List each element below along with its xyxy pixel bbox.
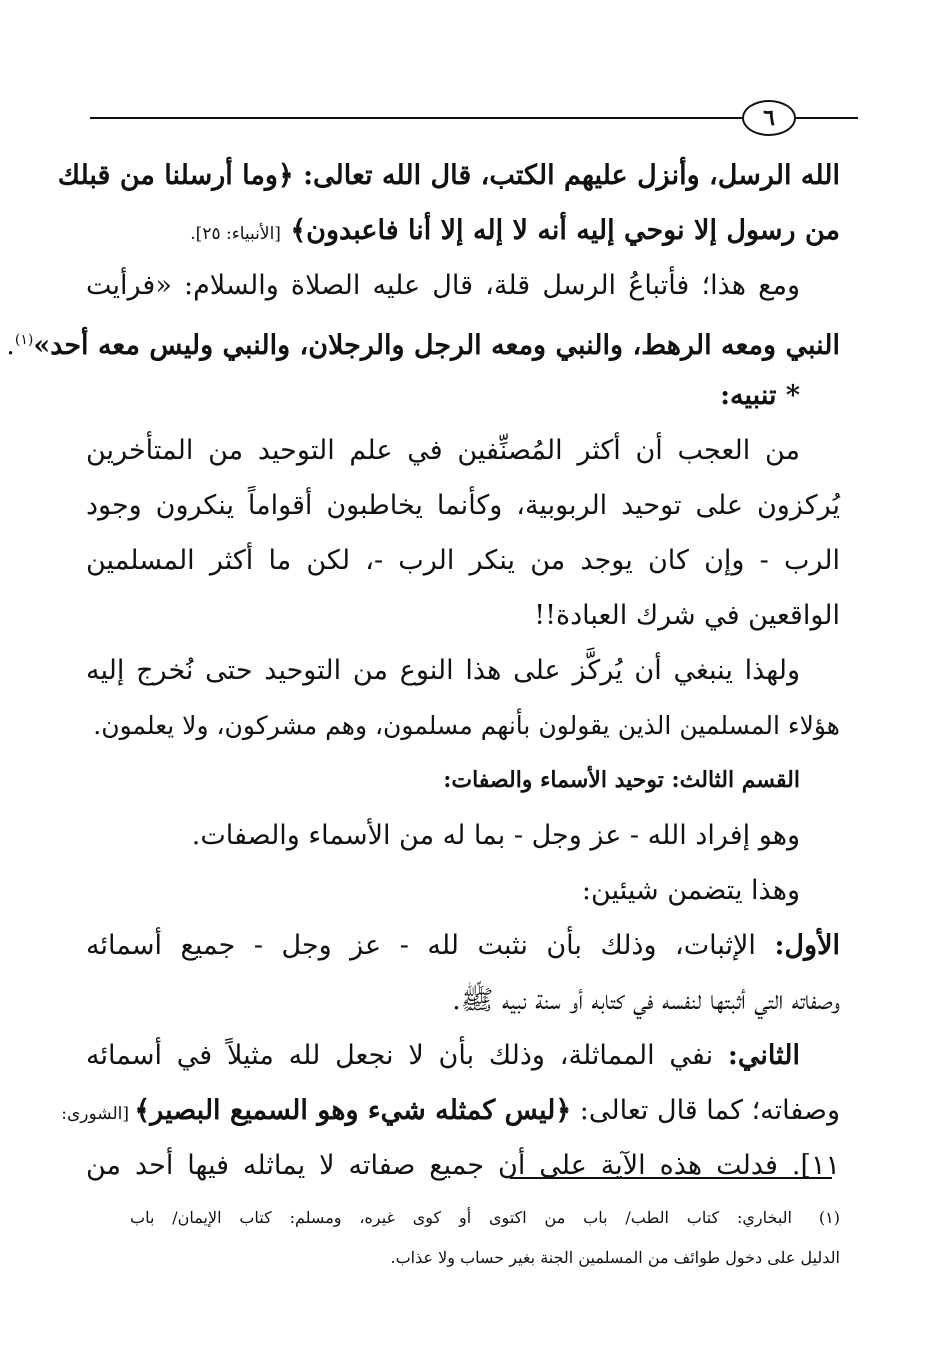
text-line: [86, 588, 840, 643]
footnote-text: الدليل على دخول طوائف من المسلمين الجنة بغير حساب ولا عذاب.: [390, 1248, 840, 1267]
header-rule-right: [790, 117, 858, 119]
text-line: [86, 533, 840, 588]
text-line: [86, 203, 840, 258]
paragraph-text: وصفاته التي أثبتها لنفسه في كتابه أو سنة نبيه ﷺ.: [452, 985, 840, 1016]
verse-reference: [الشورى:: [61, 1104, 135, 1124]
text-line: [6, 313, 840, 368]
verse-intro: الله الرسل، وأنزل عليهم الكتب، قال الله تعالى: ﴿وما أرسلنا من قبلك: [57, 160, 840, 191]
paragraph-text: يُركزون على توحيد الربوبية، وكأنما يخاطبون أقواماً ينكرون وجود: [86, 490, 840, 521]
footnote-number: (١): [818, 1208, 840, 1227]
paragraph-text: من العجب أن أكثر المُصنِّفين في علم التوحيد من المتأخرين: [86, 435, 800, 466]
paragraph-text: وهذا يتضمن شيئين:: [581, 875, 800, 906]
paragraph-text: الإثبات، وذلك بأن نثبت لله - عز وجل - جميع أسمائه: [86, 930, 775, 961]
text-line: [86, 698, 840, 753]
footnote-text: البخاري: كتاب الطب/ باب من اكتوى أو كوى غيره، ومسلم: كتاب الإيمان/ باب: [130, 1208, 792, 1227]
verse-reference: [الأنبياء: ٢٥].: [190, 224, 281, 244]
footnote-line: [130, 1198, 840, 1238]
text-line: [86, 423, 840, 478]
point-label: الثاني:: [727, 1040, 800, 1071]
text-line: [86, 808, 840, 863]
section-heading: القسم الثالث: توحيد الأسماء والصفات:: [443, 767, 800, 793]
paragraph-text: وصفاته؛ كما قال تعالى:: [571, 1095, 840, 1126]
text-line: [86, 973, 840, 1028]
paragraph-text: نفي المماثلة، وذلك بأن لا نجعل لله مثيلاً في أسمائه: [86, 1040, 728, 1071]
text-line: [86, 258, 840, 313]
text-line: [86, 1028, 840, 1083]
text-line: [61, 1083, 840, 1138]
text-line: [86, 368, 840, 423]
note-heading: * تنبيه:: [720, 380, 800, 411]
verse-text: من رسول إلا نوحي إليه أنه لا إله إلا أنا فاعبدون﴾: [280, 215, 840, 246]
text-line: [86, 753, 840, 808]
page-number: ٦: [763, 105, 775, 131]
paragraph-text: الواقعين في شرك العبادة!!: [534, 600, 840, 631]
verse-text: ﴿ليس كمثله شيء وهو السميع البصير﴾: [134, 1095, 572, 1126]
paragraph-text: ولهذا ينبغي أن يُركَّز على هذا النوع من التوحيد حتى نُخرج إليه: [86, 655, 800, 686]
paragraph-text: الرب - وإن كان يوجد من ينكر الرب -، لكن ما أكثر المسلمين: [86, 545, 840, 576]
text-line: [86, 1138, 840, 1193]
paragraph-text: وهو إفراد الله - عز وجل - بما له من الأسماء والصفات.: [191, 820, 800, 851]
paragraph-text: هؤلاء المسلمين الذين يقولون بأنهم مسلمون، وهم مشركون، ولا يعلمون.: [93, 711, 840, 740]
footnote-marker: (١): [14, 332, 34, 348]
footnotes: [130, 1198, 840, 1278]
point-label: الأول:: [774, 930, 840, 961]
text-line: [86, 643, 840, 698]
header-rule-left: [90, 117, 746, 119]
text-line: [86, 918, 840, 973]
paragraph-text: ومع هذا؛ فأتباعُ الرسل قلة، قال عليه الصلاة والسلام: «فرأيت: [86, 270, 800, 301]
hadith-text: النبي ومعه الرهط، والنبي ومعه الرجل والرجلان، والنبي وليس معه أحد»: [33, 330, 840, 361]
footnote-line: [130, 1238, 840, 1278]
text-line: [86, 478, 840, 533]
text-line: [86, 863, 840, 918]
page-number-badge: [742, 100, 796, 136]
main-text: [6, 148, 840, 1193]
footnote-separator: [510, 1177, 832, 1179]
text-line: [57, 148, 840, 203]
paragraph-text: ١١]. فدلت هذه الآية على أن جميع صفاته لا يماثله فيها أحد من: [86, 1150, 840, 1181]
punctuation: .: [6, 330, 15, 361]
